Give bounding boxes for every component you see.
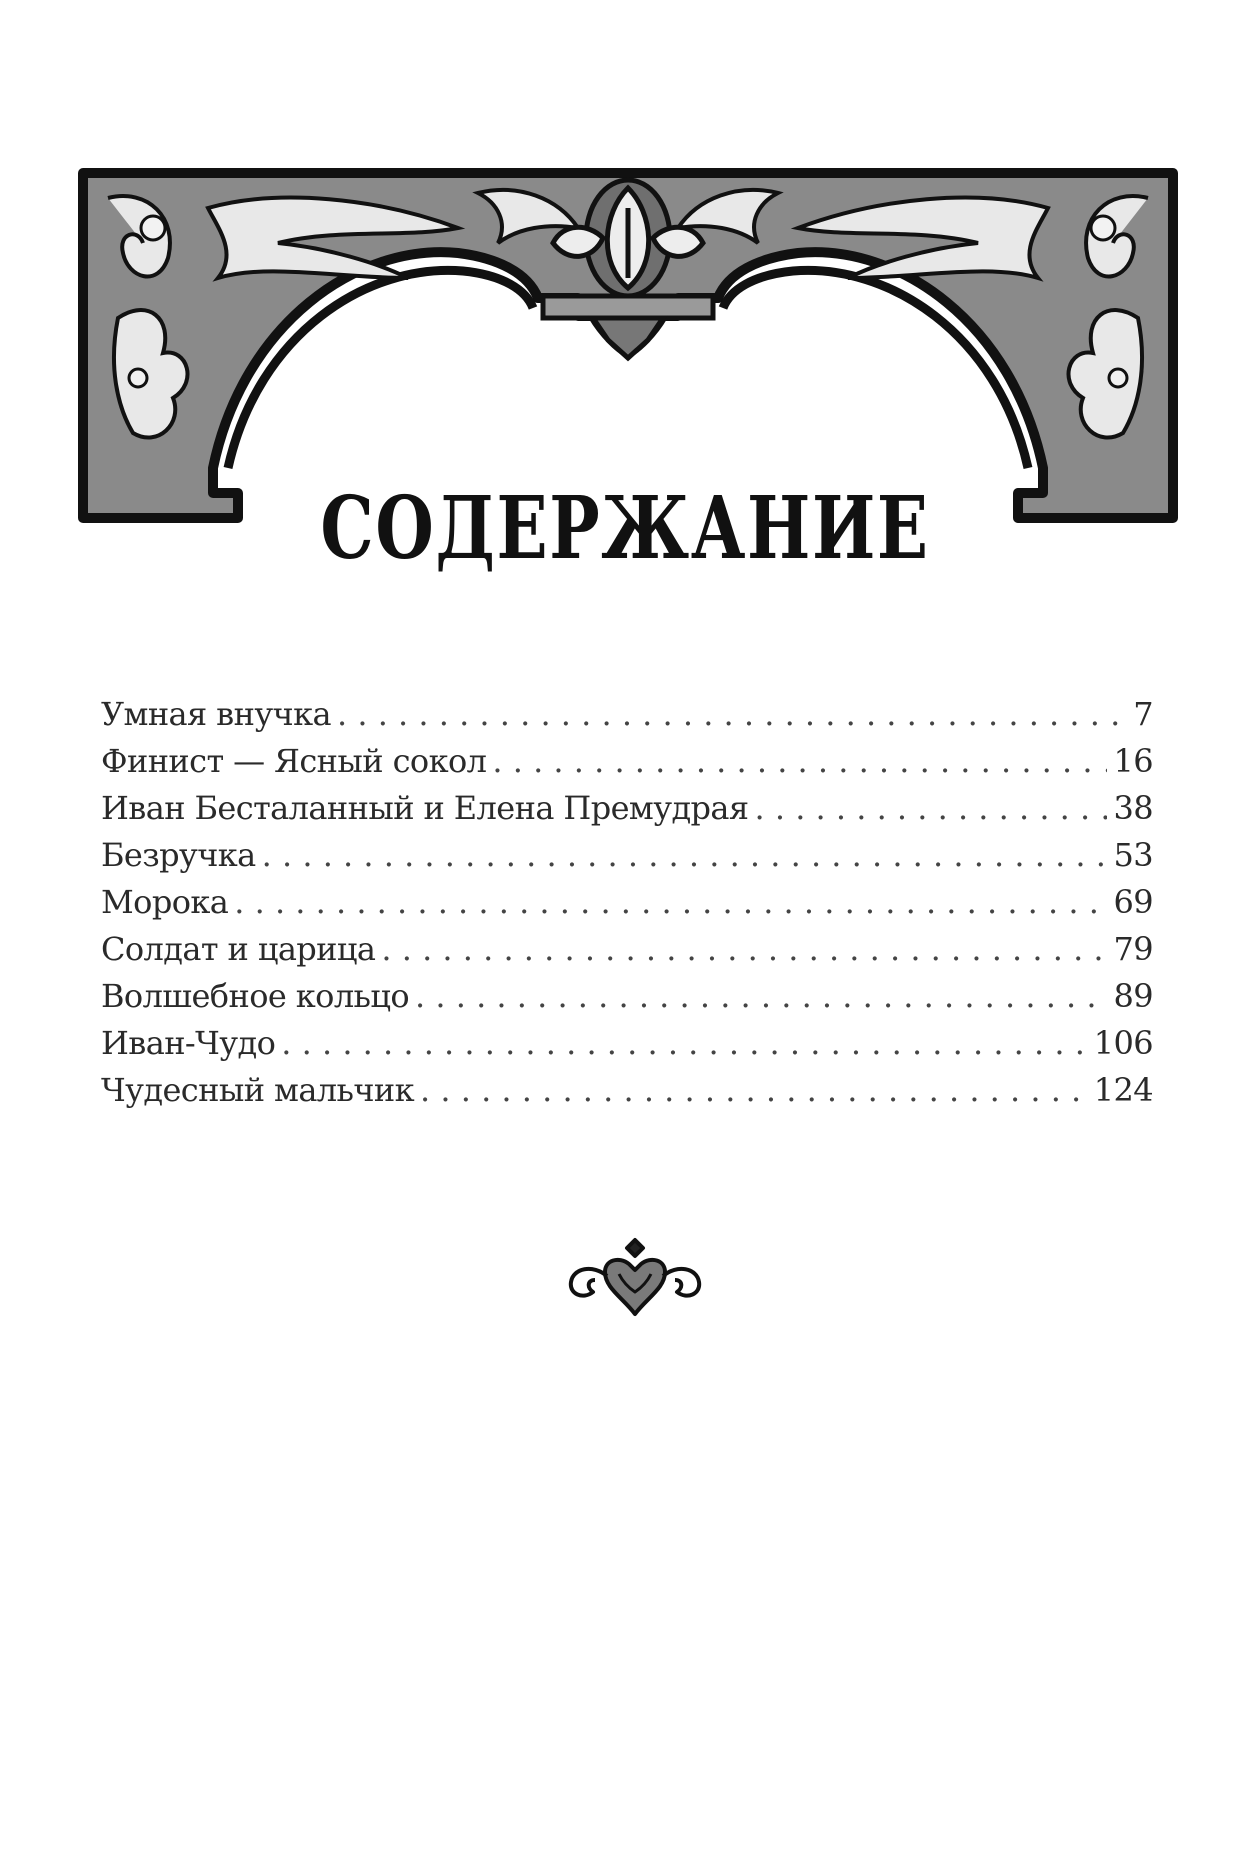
- toc-leader-dots: [234, 883, 1107, 921]
- toc-entry[interactable]: [101, 836, 1153, 883]
- toc-entry[interactable]: [101, 695, 1153, 742]
- toc-entry-page: 38: [1113, 789, 1153, 827]
- toc-entry-title: Волшебное кольцо: [101, 977, 410, 1015]
- toc-entry-title: Иван Бесталанный и Елена Премудрая: [101, 789, 749, 827]
- toc-entry-page: 16: [1113, 742, 1153, 780]
- toc-entry-title: Морока: [101, 883, 229, 921]
- toc-entry[interactable]: [101, 742, 1153, 789]
- toc-entry[interactable]: [101, 1024, 1153, 1071]
- toc-leader-dots: [337, 695, 1127, 733]
- toc-leader-dots: [492, 742, 1107, 780]
- toc-leader-dots: [415, 977, 1107, 1015]
- page-title: СОДЕРЖАНИЕ: [320, 478, 930, 579]
- toc-entry-title: Финист — Ясный сокол: [101, 742, 487, 780]
- toc-entry-title: Иван-Чудо: [101, 1024, 276, 1062]
- toc-entry-page: 53: [1113, 836, 1153, 874]
- toc-entry-page: 7: [1133, 695, 1153, 733]
- toc-entry-title: Умная внучка: [101, 695, 331, 733]
- toc-leader-dots: [281, 1024, 1087, 1062]
- toc-entry-title: Безручка: [101, 836, 256, 874]
- toc-leader-dots: [420, 1071, 1088, 1109]
- toc-entry[interactable]: [101, 977, 1153, 1024]
- ornamental-arch-icon: [78, 168, 1178, 528]
- toc-entry-page: 106: [1093, 1024, 1153, 1062]
- toc-entry[interactable]: [101, 883, 1153, 930]
- toc-entry-title: Солдат и царица: [101, 930, 376, 968]
- toc-entry[interactable]: [101, 930, 1153, 977]
- toc-leader-dots: [755, 789, 1108, 827]
- toc-entry[interactable]: [101, 789, 1153, 836]
- heart-vignette-icon: [563, 1236, 707, 1320]
- toc-entry-page: 79: [1113, 930, 1153, 968]
- toc-entry-page: 69: [1113, 883, 1153, 921]
- toc-entry[interactable]: [101, 1071, 1153, 1118]
- table-of-contents: [101, 695, 1153, 1118]
- toc-entry-title: Чудесный мальчик: [101, 1071, 415, 1109]
- toc-leader-dots: [381, 930, 1107, 968]
- toc-entry-page: 124: [1093, 1071, 1153, 1109]
- toc-leader-dots: [262, 836, 1108, 874]
- toc-entry-page: 89: [1113, 977, 1153, 1015]
